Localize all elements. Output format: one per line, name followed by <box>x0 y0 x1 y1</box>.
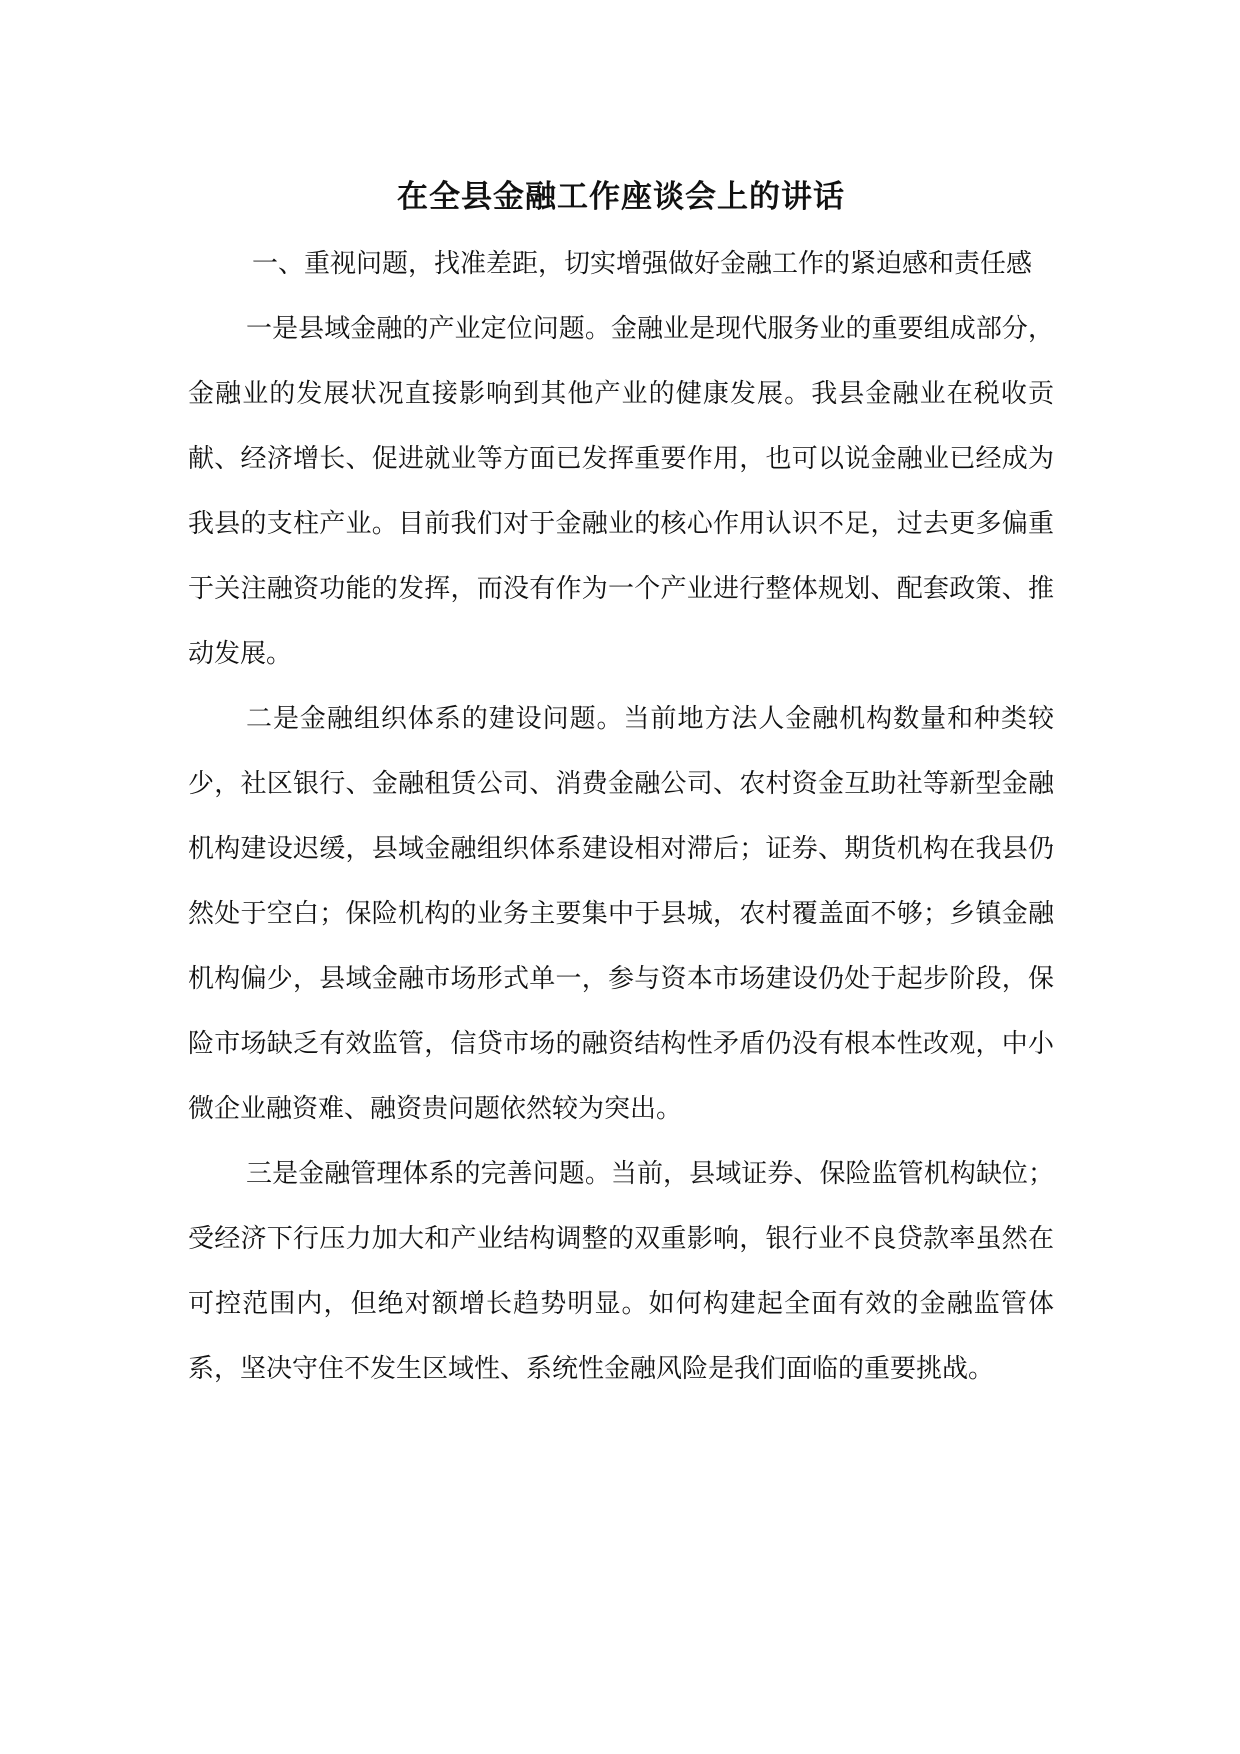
paragraph-management-system: 三是金融管理体系的完善问题。当前，县域证券、保险监管机构缺位；受经济下行压力加大和产业结构调整的双重影响，银行业不良贷款率虽然在可控范围内，但绝对额增长趋势明显。如何构建起全面有效的金融监管体系，坚决守住不发生区域性、系统性金融风险是我们面临的重要挑战。 <box>188 1159 1054 1384</box>
paragraph-organization-system: 二是金融组织体系的建设问题。当前地方法人金融机构数量和种类较少，社区银行、金融租赁公司、消费金融公司、农村资金互助社等新型金融机构建设迟缓，县域金融组织体系建设相对滞后；证券、期货机构在我县仍然处于空白；保险机构的业务主要集中于县城，农村覆盖面不够；乡镇金融机构偏少，县域金融市场形式单一，参与资本市场建设仍处于起步阶段，保险市场缺乏有效监管，信贷市场的融资结构性矛盾仍没有根本性改观，中小微企业融资难、融资贵问题依然较为突出。 <box>188 704 1054 1124</box>
document-title: 在全县金融工作座谈会上的讲话 <box>397 179 845 215</box>
section-heading: 一、重视问题，找准差距，切实增强做好金融工作的紧迫感和责任感 <box>252 249 1033 279</box>
document-page <box>188 172 1054 1402</box>
paragraph-industry-positioning: 一是县域金融的产业定位问题。金融业是现代服务业的重要组成部分，金融业的发展状况直接影响到其他产业的健康发展。我县金融业在税收贡献、经济增长、促进就业等方面已发挥重要作用，也可以说金融业已经成为我县的支柱产业。目前我们对于金融业的核心作用认识不足，过去更多偏重于关注融资功能的发挥，而没有作为一个产业进行整体规划、配套政策、推动发展。 <box>188 314 1054 669</box>
